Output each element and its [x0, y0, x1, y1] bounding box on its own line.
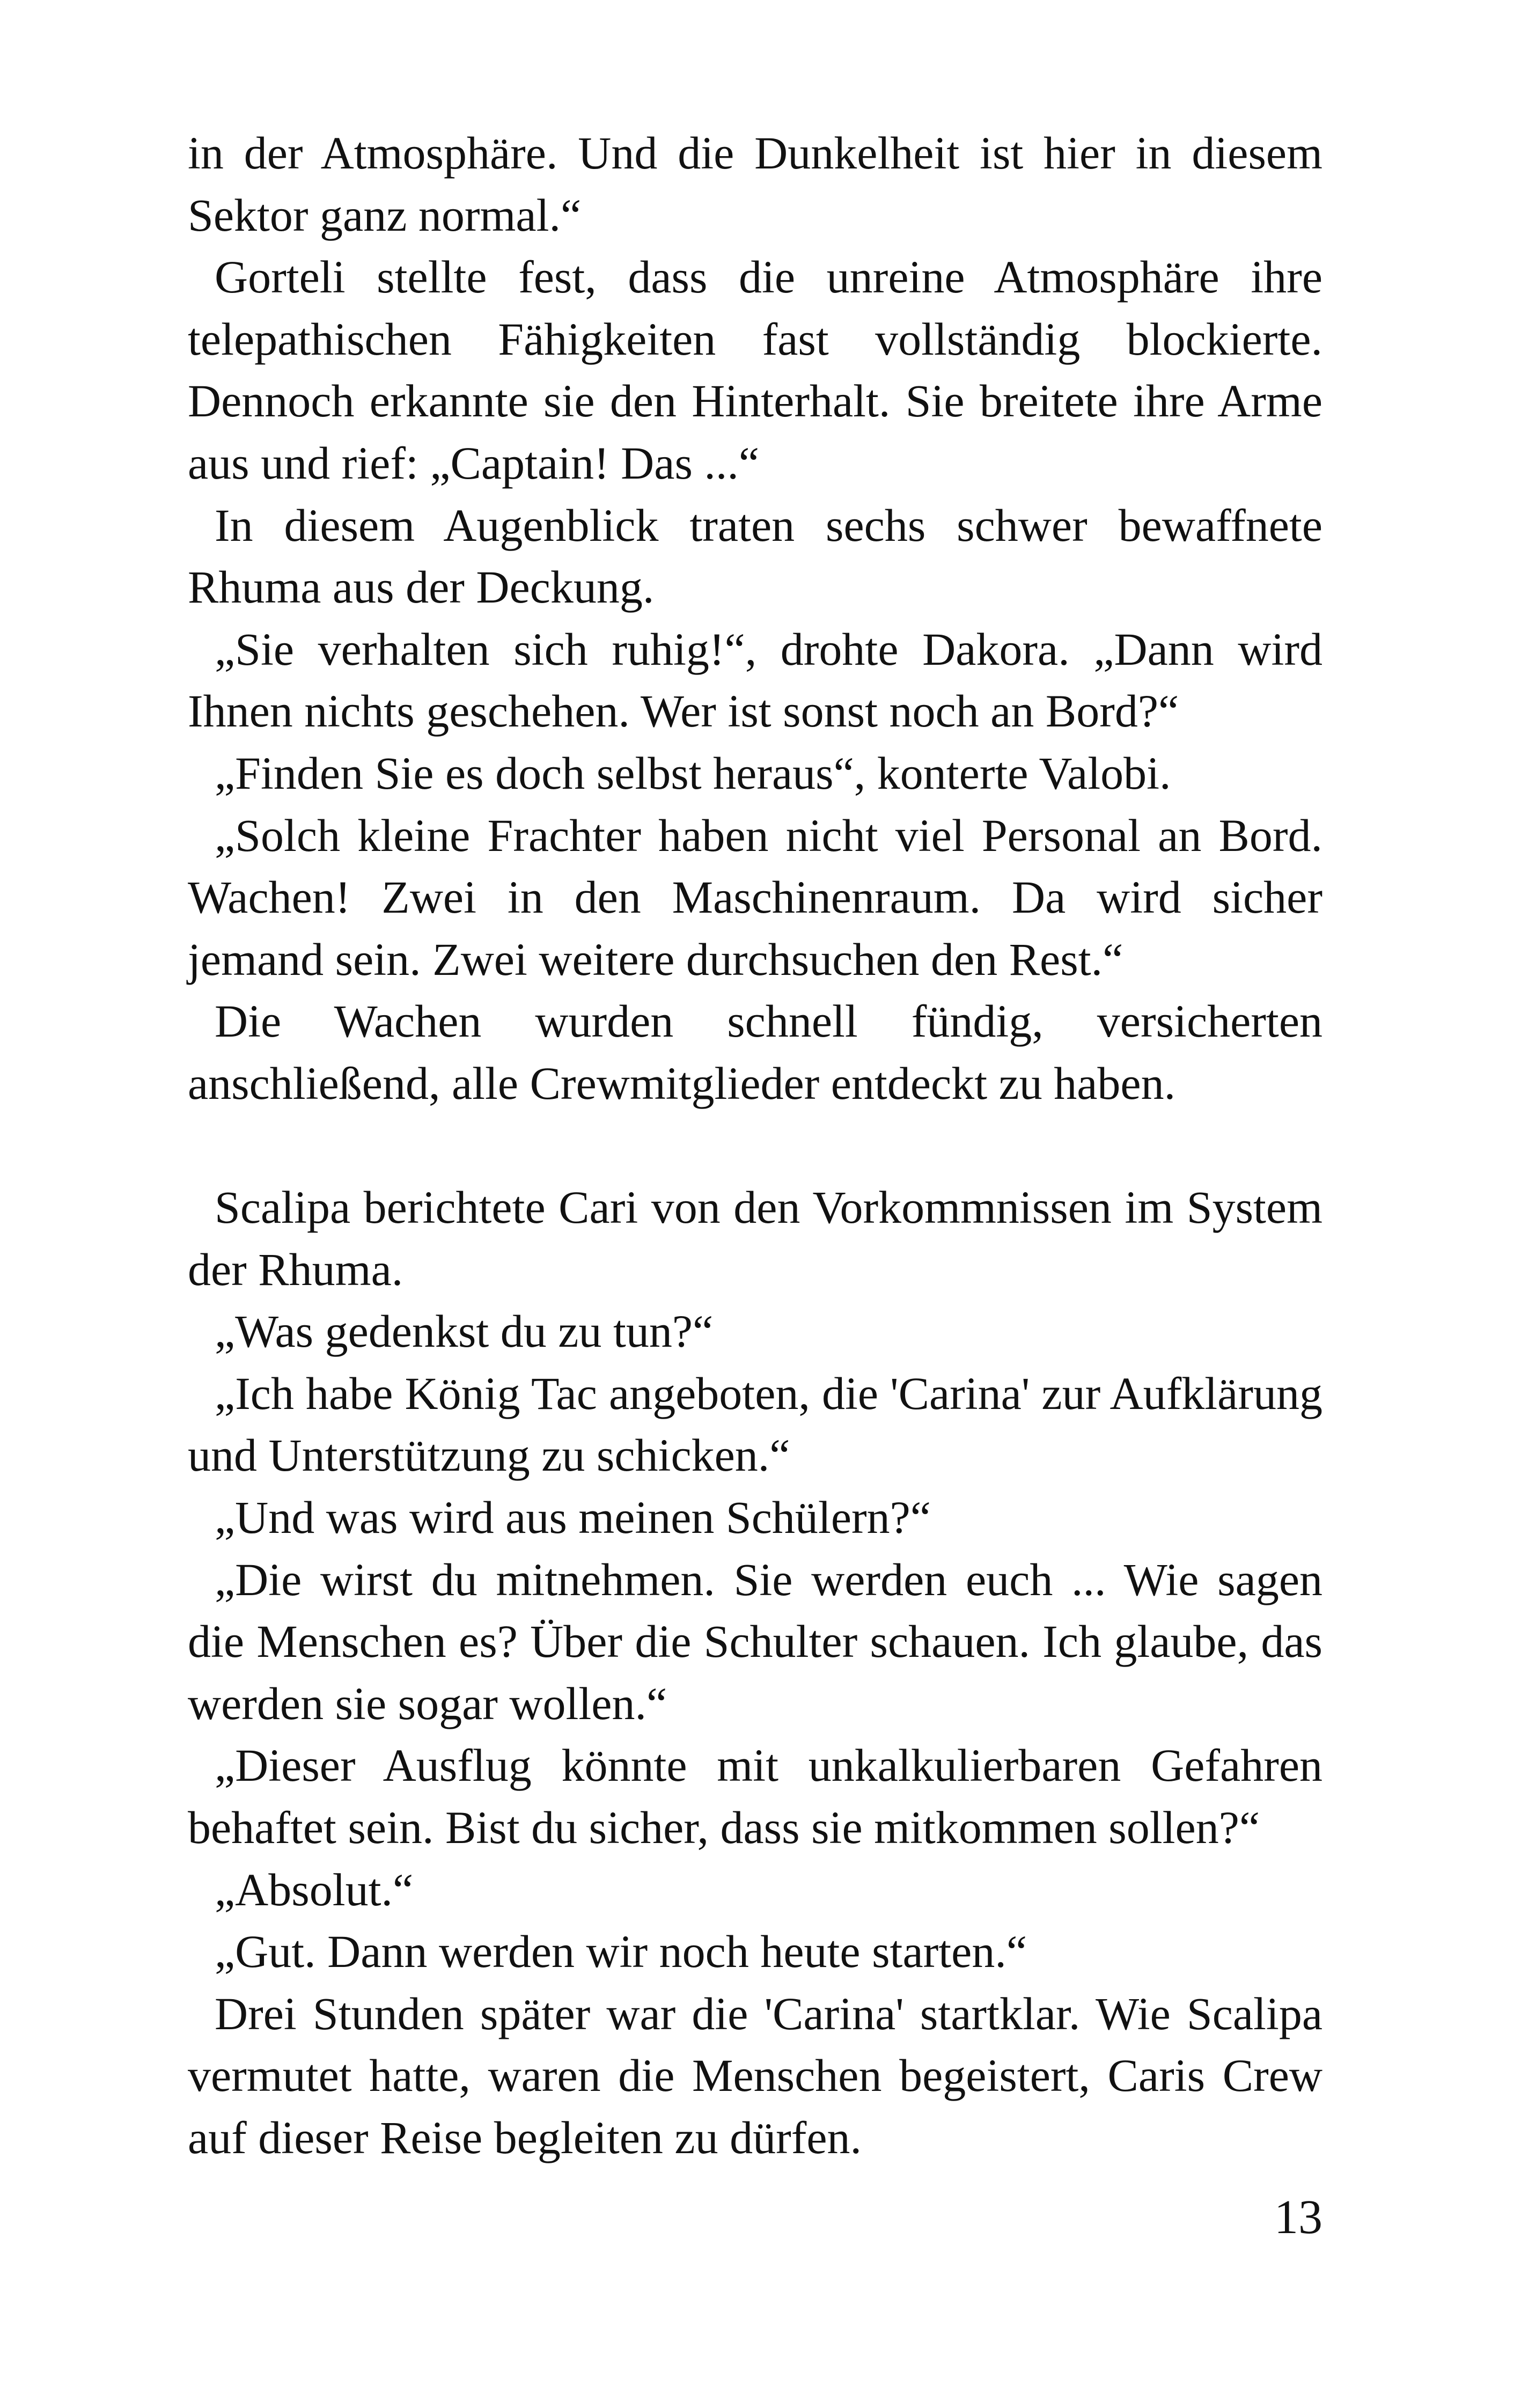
- page-number: 13: [1274, 2191, 1322, 2244]
- paragraph-continuation: in der Atmosphäre. Und die Dunkelheit ist hier in diesem Sektor ganz normal.“: [188, 127, 1322, 241]
- paragraph-gorteli: Gorteli stellte fest, dass die unreine Atmosphäre ihre telepathischen Fähigkeiten fast vollständig blockierte. Dennoch erkannte sie den Hinterhalt. Sie breitete ihre Arme aus und rief: „Captain! Das ...“: [188, 251, 1322, 489]
- paragraph-dakora-threat: „Sie verhalten sich ruhig!“, drohte Dakora. „Dann wird Ihnen nichts geschehen. Wer ist sonst noch an Bord?“: [188, 623, 1322, 737]
- paragraph-valobi-reply: „Finden Sie es doch selbst heraus“, konterte Valobi.: [215, 747, 1171, 799]
- paragraph-scalipa-report: Scalipa berichtete Cari von den Vorkommnissen im System der Rhuma.: [188, 1181, 1322, 1295]
- paragraph-dialogue-start: „Gut. Dann werden wir noch heute starten.“: [215, 1926, 1027, 1978]
- section-break: [188, 1115, 1322, 1177]
- paragraph-dialogue-take-along: „Die wirst du mitnehmen. Sie werden euch ... Wie sagen die Menschen es? Über die Schulter schauen. Ich glaube, das werden sie sogar wollen.“: [188, 1553, 1322, 1729]
- paragraph-dialogue-students: „Und was wird aus meinen Schülern?“: [215, 1492, 931, 1544]
- page-body: [188, 122, 1322, 2169]
- paragraph-dialogue-offer: „Ich habe König Tac angeboten, die 'Carina' zur Aufklärung und Unterstützung zu schicken.“: [188, 1367, 1322, 1481]
- paragraph-dialogue-question: „Was gedenkst du zu tun?“: [215, 1305, 714, 1357]
- paragraph-dialogue-danger: „Dieser Ausflug könnte mit unkalkulierbaren Gefahren behaftet sein. Bist du sicher, dass sie mitkommen sollen?“: [188, 1739, 1322, 1854]
- paragraph-dialogue-absolute: „Absolut.“: [215, 1863, 414, 1915]
- paragraph-ambush: In diesem Augenblick traten sechs schwer bewaffnete Rhuma aus der Deckung.: [188, 499, 1322, 613]
- paragraph-guards-found: Die Wachen wurden schnell fündig, versicherten anschließend, alle Crewmitglieder entdeckt zu haben.: [188, 995, 1322, 1109]
- paragraph-dakora-orders: „Solch kleine Frachter haben nicht viel Personal an Bord. Wachen! Zwei in den Maschinenraum. Da wird sicher jemand sein. Zwei weitere durchsuchen den Rest.“: [188, 809, 1322, 985]
- paragraph-carina-ready: Drei Stunden später war die 'Carina' startklar. Wie Scalipa vermutet hatte, waren die Menschen begeistert, Caris Crew auf dieser Reise begleiten zu dürfen.: [188, 1987, 1322, 2163]
